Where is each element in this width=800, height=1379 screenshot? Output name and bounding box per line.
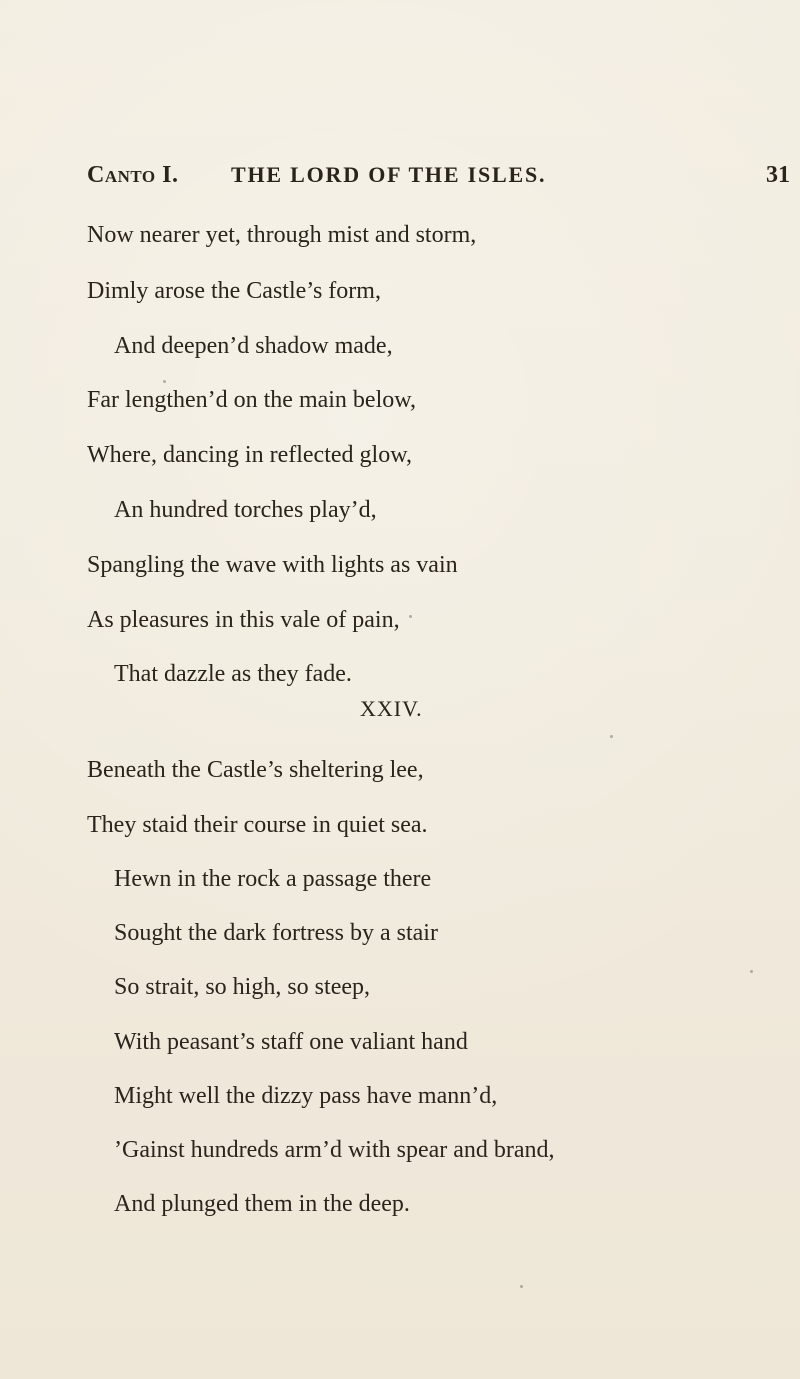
paper-speck: [610, 735, 613, 738]
poem-line: They staid their course in quiet sea.: [87, 812, 428, 838]
poem-line: Sought the dark fortress by a stair: [114, 920, 438, 946]
poem-line: Where, dancing in reflected glow,: [87, 442, 412, 468]
canto-label: Canto I.: [87, 162, 179, 188]
poem-line: Might well the dizzy pass have mann’d,: [114, 1083, 498, 1109]
poem-line: So strait, so high, so steep,: [114, 974, 370, 1000]
poem-line: Far lengthen’d on the main below,: [87, 387, 417, 413]
poem-line: And deepen’d shadow made,: [114, 333, 393, 359]
poem-line: Hewn in the rock a passage there: [114, 866, 432, 892]
poem-line: That dazzle as they fade.: [114, 661, 352, 687]
page-number: 31: [766, 162, 790, 188]
paper-speck: [409, 615, 412, 618]
poem-line: Beneath the Castle’s sheltering lee,: [87, 757, 424, 783]
poem-line: As pleasures in this vale of pain,: [87, 607, 400, 633]
poem-line: Now nearer yet, through mist and storm,: [87, 222, 477, 248]
poem-line: With peasant’s staff one valiant hand: [114, 1029, 468, 1055]
book-title: THE LORD OF THE ISLES.: [231, 162, 547, 187]
section-heading: XXIV.: [360, 696, 423, 721]
paper-speck: [163, 380, 166, 383]
poem-line: An hundred torches play’d,: [114, 497, 377, 523]
poem-line: And plunged them in the deep.: [114, 1191, 410, 1217]
paper-speck: [750, 970, 753, 973]
poem-line: Dimly arose the Castle’s form,: [87, 278, 381, 304]
poem-line: Spangling the wave with lights as vain: [87, 552, 458, 578]
poem-line: ’Gainst hundreds arm’d with spear and brand,: [114, 1137, 555, 1163]
paper-speck: [520, 1285, 523, 1288]
